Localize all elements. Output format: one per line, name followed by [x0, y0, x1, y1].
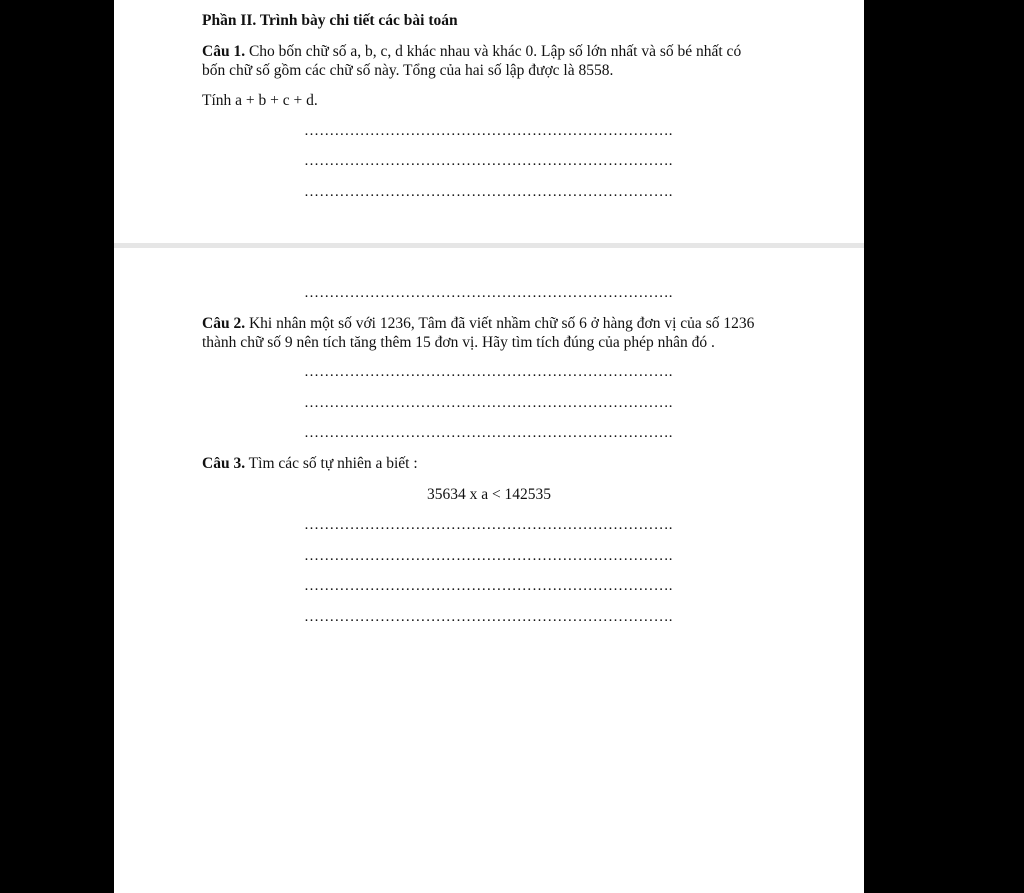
document-page-1 [114, 0, 864, 243]
question-1-line-1 [202, 42, 741, 62]
question-3-formula: 35634 x a < 142535 [426, 486, 552, 503]
question-2-label: Câu 2. [202, 315, 246, 332]
question-3-label: Câu 3. [202, 455, 246, 472]
question-3-text-1: Tìm các số tự nhiên a biết : [245, 455, 418, 472]
answer-dotted-line: ………………………………………………………………. [304, 548, 673, 564]
answer-dotted-line: ………………………………………………………………. [304, 578, 673, 594]
question-2-line-1 [202, 314, 754, 334]
document-page-2 [114, 248, 864, 893]
answer-dotted-line: ………………………………………………………………. [304, 425, 673, 441]
answer-dotted-line: ………………………………………………………………. [304, 609, 673, 625]
answer-dotted-line: ………………………………………………………………. [304, 153, 673, 169]
question-2-line-2: thành chữ số 9 nên tích tăng thêm 15 đơn vị. Hãy tìm tích đúng của phép nhân đó . [202, 334, 715, 351]
answer-dotted-line: ………………………………………………………………. [304, 123, 673, 139]
question-3-line-1 [202, 454, 418, 474]
question-1-line-2: bốn chữ số gồm các chữ số này. Tổng của hai số lập được là 8558. [202, 62, 614, 79]
question-1-text-1: Cho bốn chữ số a, b, c, d khác nhau và khác 0. Lập số lớn nhất và số bé nhất có [245, 43, 742, 60]
answer-dotted-line: ………………………………………………………………. [304, 395, 673, 411]
question-3-formula-row [114, 485, 864, 505]
section-title: Phần II. Trình bày chi tiết các bài toán [202, 12, 458, 29]
answer-dotted-line: ………………………………………………………………. [304, 364, 673, 380]
answer-dotted-line: ………………………………………………………………. [304, 517, 673, 533]
answer-dotted-line: ………………………………………………………………. [304, 285, 673, 301]
question-1-label: Câu 1. [202, 43, 246, 60]
question-2-text-1: Khi nhân một số với 1236, Tâm đã viết nhầm chữ số 6 ở hàng đơn vị của số 1236 [245, 315, 755, 332]
answer-dotted-line: ………………………………………………………………. [304, 184, 673, 200]
question-1-line-3: Tính a + b + c + d. [202, 92, 318, 109]
